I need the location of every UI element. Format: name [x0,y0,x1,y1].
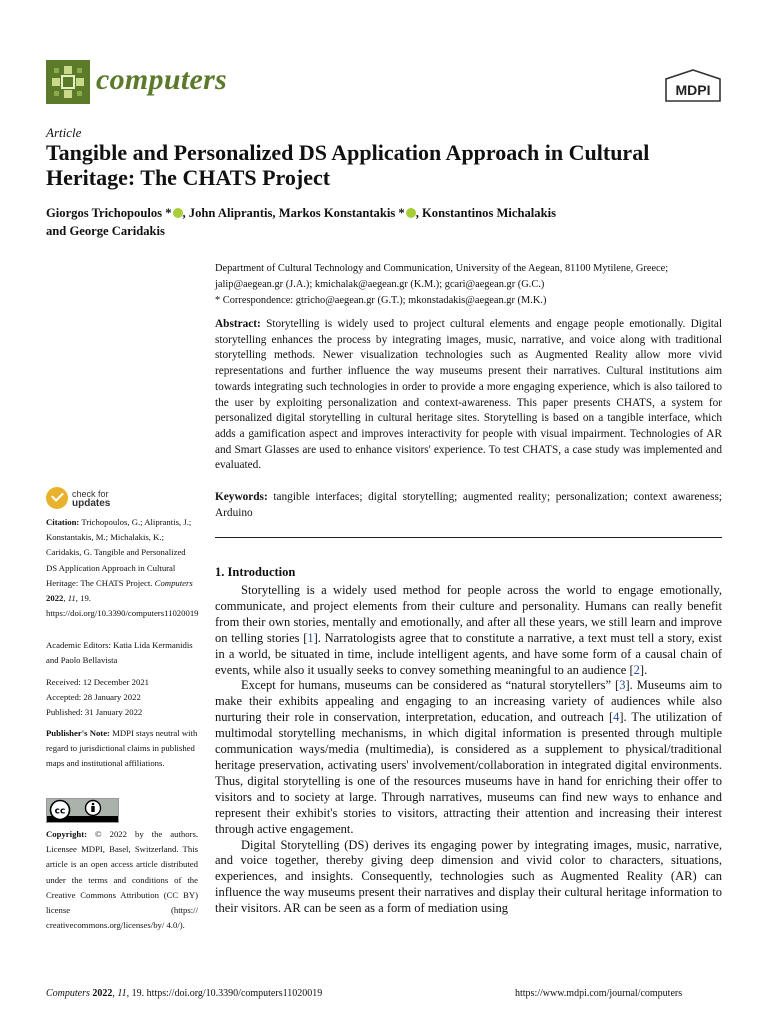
pubnote-label: Publisher's Note: [46,728,110,738]
citation-link[interactable]: 2 [633,662,640,677]
abstract-label: Abstract: [215,318,261,330]
citation-volume: 11 [67,593,76,604]
footer-journal: Computers [46,988,90,999]
affiliation-emails: jalip@aegean.gr (J.A.); kmichalak@aegean.gr (K.M.); gcari@aegean.gr (G.C.) [215,279,545,290]
correspondence: * Correspondence: gtricho@aegean.gr (G.T.); mkonstadakis@aegean.gr (M.K.) [215,295,547,306]
citation-doi[interactable]: , 19. https://doi.org/10.3390/computers11020019 [46,593,199,619]
check-updates-label[interactable]: check for [72,489,109,499]
orcid-icon[interactable] [173,208,183,218]
affiliations [215,261,722,309]
cc-by-license-icon[interactable] [46,798,119,823]
citation-label: Citation: [46,517,80,527]
text-run: Except for humans, museums can be considered as “natural storytellers” [ [241,678,620,693]
copyright-block [46,827,198,933]
paragraph: Digital Storytelling (DS) derives its engaging power by integrating images, music, narrative, and voice together, thereby giving deep dimension and vivid color to characters, situations, experiences, and insights. Consequently, technologies such as Augmented Reality (AR) can influence the way museums present their narratives and display their cultural heritage information to their visitors. AR can be seen as a form of mediation using [215,837,722,916]
divider [215,537,722,538]
journal-url-link[interactable]: https://www.mdpi.com/journal/computers [515,988,683,999]
affiliation-line: Department of Cultural Technology and Communication, University of the Aegean, 81100 Mytilene, Greece; [215,263,669,274]
citation-year: 2022 [46,593,64,604]
journal-name: computers [96,63,228,96]
pubnote-text: MDPI stays neutral with regard to jurisdictional claims in published maps and institutional affiliations. [46,728,198,769]
dates [46,675,198,721]
keywords [215,490,722,521]
author-segment: and George Caridakis [46,224,165,238]
paper-title: Tangible and Personalized DS Application Approach in Cultural Heritage: The CHATS Project [46,140,650,190]
publisher-logo-text: MDPI [675,82,711,98]
received-date: Received: 12 December 2021 [46,677,150,687]
accepted-date: Accepted: 28 January 2022 [46,692,141,703]
text-run: ]. Museums aim to make their exhibits appealing and engaging to an increasing variety of audiences while also nurturing their role in conservation, interpretation, education, and outreach [ [215,678,722,725]
publisher-note [46,726,198,772]
author-segment: , John Aliprantis, Markos Konstantakis * [182,206,405,220]
keywords-label: Keywords: [215,491,268,503]
footer-citation: Computers 2022, 11, 19. https://doi.org/10.3390/computers11020019 [46,988,323,999]
orcid-icon[interactable] [406,208,416,218]
author-segment: Giorgos Trichopoulos * [46,206,172,220]
author-list [46,204,686,240]
published-date: Published: 31 January 2022 [46,707,143,718]
check-updates-label[interactable]: updates [72,498,111,509]
body-text [215,583,722,917]
citation-text: Trichopoulos, G.; Aliprantis, J.; Konstantakis, M.; Michalakis, K.; Caridakis, G. Tangible and Personalized DS Application Approach in Cultural Heritage: The CHATS Project. [46,517,192,588]
section-heading: 1. Introduction [215,565,296,579]
mdpi-logo [664,69,722,103]
citation-block: Citation: Trichopoulos, G.; Aliprantis, J.; Konstantakis, M.; Michalakis, K.; Caridakis, G. Tangible and Personalized DS Application Approach in Cultural Heritage: The CHATS Project. Computers 2022, 11, 19. https://doi.org/10.3390/computers11020019 [46,517,199,619]
article-type: Article [46,125,82,140]
footer-doi[interactable]: , 19. https://doi.org/10.3390/computers11020019 [126,988,323,999]
paragraph [215,583,722,678]
copyright-label: Copyright: [46,829,88,839]
keywords-text: tangible interfaces; digital storytelling; augmented reality; personalization; context awareness; Arduino [215,491,722,519]
citation-link[interactable]: 4 [613,710,620,725]
text-run: ]. The utilization of multimodal storytelling mechanisms, in which digital information is presented through multiple communication ways/media (multimedia), is considered as a supplement to physical/traditional heritage preservation, activating users' involvement/collaboration in integrated digital environments. Thus, digital storytelling is one of the resources museums have in hand for enriching their offer to visitors and to society at large. Through narratives, museums can find new ways to enhance and represent their exhibit's stories to visitors, attracting their attention and increasing their interest through active engagement. [215,710,722,836]
check-for-updates-icon[interactable] [46,487,68,509]
citation-journal: Computers [154,577,193,588]
text-run: Storytelling is a widely used method for people across the world to engage emotionally, communicate, and project elements from their culture and personality. Humans can really benefit from their own stories, mentally and emotionally, and after all these years, we still learn and improve on telling stories [ [215,583,722,645]
academic-editors: Academic Editors: Katia Lida Kermanidis and Paolo Bellavista [46,640,193,666]
paragraph [215,678,722,837]
text-run: ]. Narratologists agree that to constitute a narrative, a text must tell a story, exist in a world, be situated in time, include intelligent agents, and have some form of a causal chain of events, while also it usually seeks to convey something meaningful to an audience [ [215,630,722,677]
abstract-text: Storytelling is widely used to project cultural elements and engage people emotionally. Digital storytelling enhances the process by integrating images, music, narrative, and voice along with traditional storytelling methods. Newer visualization technologies such as Augmented Reality allow more vivid representations and further influence the way museums present their narratives. Cultural institutions aim towards integrating such technologies in order to provide a more engaging experience, which is also tailored to the user by exploiting personalization and context-awareness. This paper presents CHATS, a system for personalized digital storytelling in cultural heritage sites. Storytelling is based on a tangible interface, which adds a gamification aspect and improves interactivity for people with visual impairment. Technologies of AR and Smart Glasses are used to enhance visitors' experience. To test CHATS, a case study was implemented and evaluated. [215,318,722,472]
author-segment: , Konstantinos Michalakis [415,206,556,220]
citation-link[interactable]: 1 [307,630,314,645]
text-run: ]. [639,662,648,677]
citation-link[interactable]: 3 [619,678,626,693]
footer-year: 2022 [92,988,113,999]
journal-logo-icon [46,60,90,104]
copyright-text: © 2022 by the authors. Licensee MDPI, Basel, Switzerland. This article is an open access article distributed under the terms and conditions of the Creative Commons Attribution (CC BY) license (https:// creativecommons.org/licenses/by/ 4.0/). [46,829,199,931]
abstract [215,317,722,474]
footer-volume: 11 [117,988,127,999]
svg-text:cc: cc [54,806,66,817]
